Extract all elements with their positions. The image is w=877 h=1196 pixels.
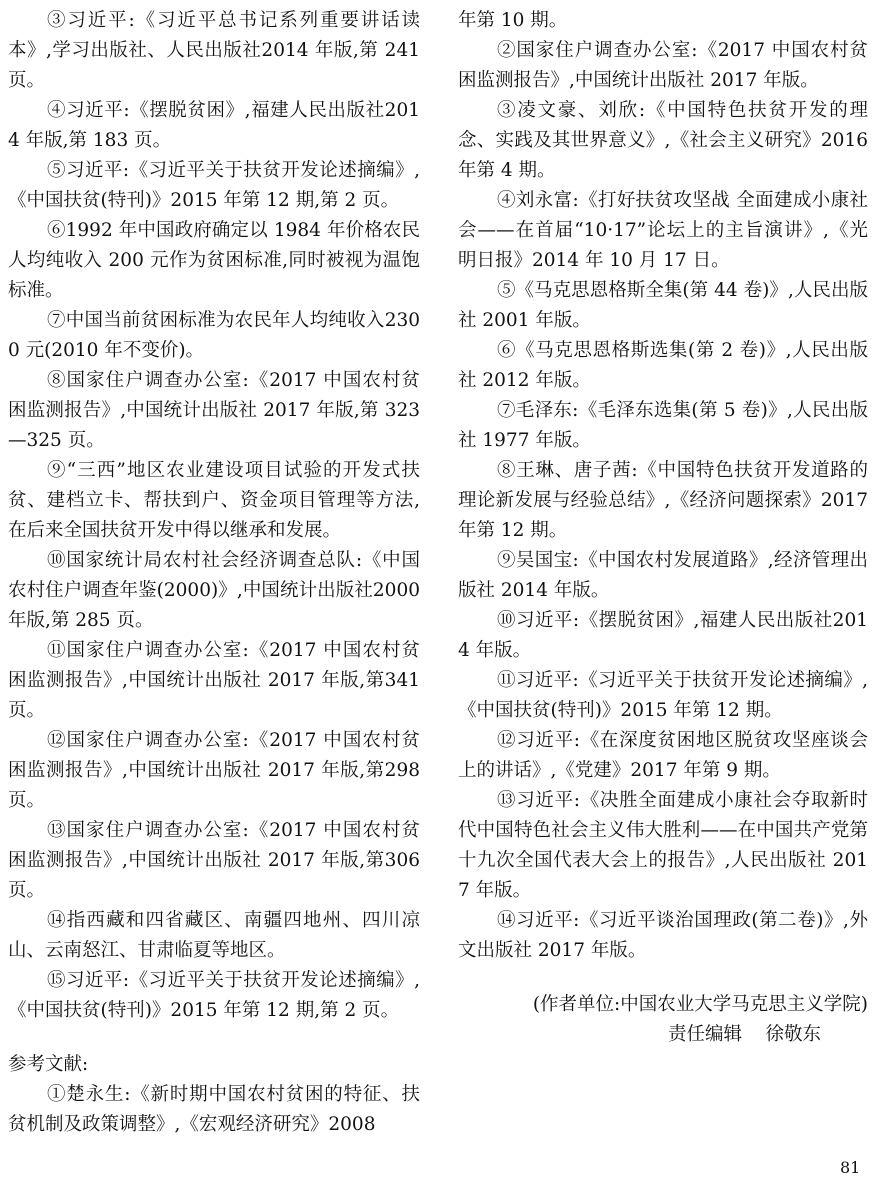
footnote: ⑫国家住户调查办公室:《2017 中国农村贫困监测报告》,中国统计出版社 2017 年版,第298 页。 bbox=[8, 730, 420, 811]
author-affiliation: (作者单位:中国农业大学马克思主义学院) bbox=[532, 994, 868, 1015]
references-list bbox=[458, 36, 868, 966]
footnote: ⑬国家住户调查办公室:《2017 中国农村贫困监测报告》,中国统计出版社 2017 年版,第306 页。 bbox=[8, 820, 420, 901]
reference-item: ①楚永生:《新时期中国农村贫困的特征、扶贫机制及政策调整》,《宏观经济研究》2008 bbox=[8, 1084, 420, 1135]
reference-item: ⑫习近平:《在深度贫困地区脱贫攻坚座谈会上的讲话》,《党建》2017 年第 9 期。 bbox=[458, 730, 868, 781]
reference-item: ⑦毛泽东:《毛泽东选集(第 5 卷)》,人民出版社 1977 年版。 bbox=[458, 400, 868, 451]
footnote: ④习近平:《摆脱贫困》,福建人民出版社2014 年版,第 183 页。 bbox=[8, 100, 420, 151]
footnote: ⑪国家住户调查办公室:《2017 中国农村贫困监测报告》,中国统计出版社 2017 年版,第341 页。 bbox=[8, 640, 420, 721]
reference-item: ⑧王琳、唐子茜:《中国特色扶贫开发道路的理论新发展与经验总结》,《经济问题探索》2017 年第 12 期。 bbox=[458, 460, 868, 541]
reference-item: ⑨吴国宝:《中国农村发展道路》,经济管理出版社 2014 年版。 bbox=[458, 550, 868, 601]
footnote: ⑤习近平:《习近平关于扶贫开发论述摘编》,《中国扶贫(特刊)》2015 年第 12 期,第 2 页。 bbox=[8, 160, 420, 211]
footnote: ⑨“三西”地区农业建设项目试验的开发式扶贫、建档立卡、帮扶到户、资金项目管理等方法,在后来全国扶贫开发中得以继承和发展。 bbox=[8, 460, 420, 541]
responsible-editor: 责任编辑 徐敬东 bbox=[668, 1024, 822, 1045]
reference-item: ⑭习近平:《习近平谈治国理政(第二卷)》,外文出版社 2017 年版。 bbox=[458, 910, 868, 961]
reference-item: ②国家住户调查办公室:《2017 中国农村贫困监测报告》,中国统计出版社 2017 年版。 bbox=[458, 40, 868, 91]
footnote: ⑮习近平:《习近平关于扶贫开发论述摘编》,《中国扶贫(特刊)》2015 年第 12 期,第 2 页。 bbox=[8, 970, 420, 1021]
left-column bbox=[8, 6, 420, 1140]
footnote: ⑦中国当前贫困标准为农民年人均纯收入2300 元(2010 年不变价)。 bbox=[8, 310, 420, 361]
reference-item: ⑥《马克思恩格斯选集(第 2 卷)》,人民出版社 2012 年版。 bbox=[458, 340, 868, 391]
right-column bbox=[458, 6, 868, 1050]
footnote: ⑧国家住户调查办公室:《2017 中国农村贫困监测报告》,中国统计出版社 2017 年版,第 323—325 页。 bbox=[8, 370, 420, 451]
reference-continuation: 年第 10 期。 bbox=[458, 10, 568, 31]
reference-item: ⑬习近平:《决胜全面建成小康社会夺取新时代中国特色社会主义伟大胜利——在中国共产党第十九次全国代表大会上的报告》,人民出版社 2017 年版。 bbox=[458, 790, 868, 901]
reference-item: ④刘永富:《打好扶贫攻坚战 全面建成小康社会——在首届“10·17”论坛上的主旨演讲》,《光明日报》2014 年 10 月 17 日。 bbox=[458, 190, 868, 271]
reference-item: ⑩习近平:《摆脱贫困》,福建人民出版社2014 年版。 bbox=[458, 610, 868, 661]
reference-item: ③凌文豪、刘欣:《中国特色扶贫开发的理念、实践及其世界意义》,《社会主义研究》2016年第 4 期。 bbox=[458, 100, 868, 181]
footnotes-list bbox=[8, 6, 420, 1026]
footnote: ⑩国家统计局农村社会经济调查总队:《中国农村住户调查年鉴(2000)》,中国统计出版社2000 年版,第 285 页。 bbox=[8, 550, 420, 631]
footnote: ⑭指西藏和四省藏区、南疆四地州、四川凉山、云南怒江、甘肃临夏等地区。 bbox=[8, 910, 420, 961]
references-heading: 参考文献: bbox=[8, 1054, 89, 1075]
footnote: ③习近平:《习近平总书记系列重要讲话读本》,学习出版社、人民出版社2014 年版,第 241 页。 bbox=[8, 10, 420, 91]
footnote: ⑥1992 年中国政府确定以 1984 年价格农民人均纯收入 200 元作为贫困标准,同时被视为温饱标准。 bbox=[8, 220, 420, 301]
reference-item: ⑪习近平:《习近平关于扶贫开发论述摘编》,《中国扶贫(特刊)》2015 年第 12 期。 bbox=[458, 670, 868, 721]
page-number: 81 bbox=[840, 1158, 861, 1177]
reference-item: ⑤《马克思恩格斯全集(第 44 卷)》,人民出版社 2001 年版。 bbox=[458, 280, 868, 331]
